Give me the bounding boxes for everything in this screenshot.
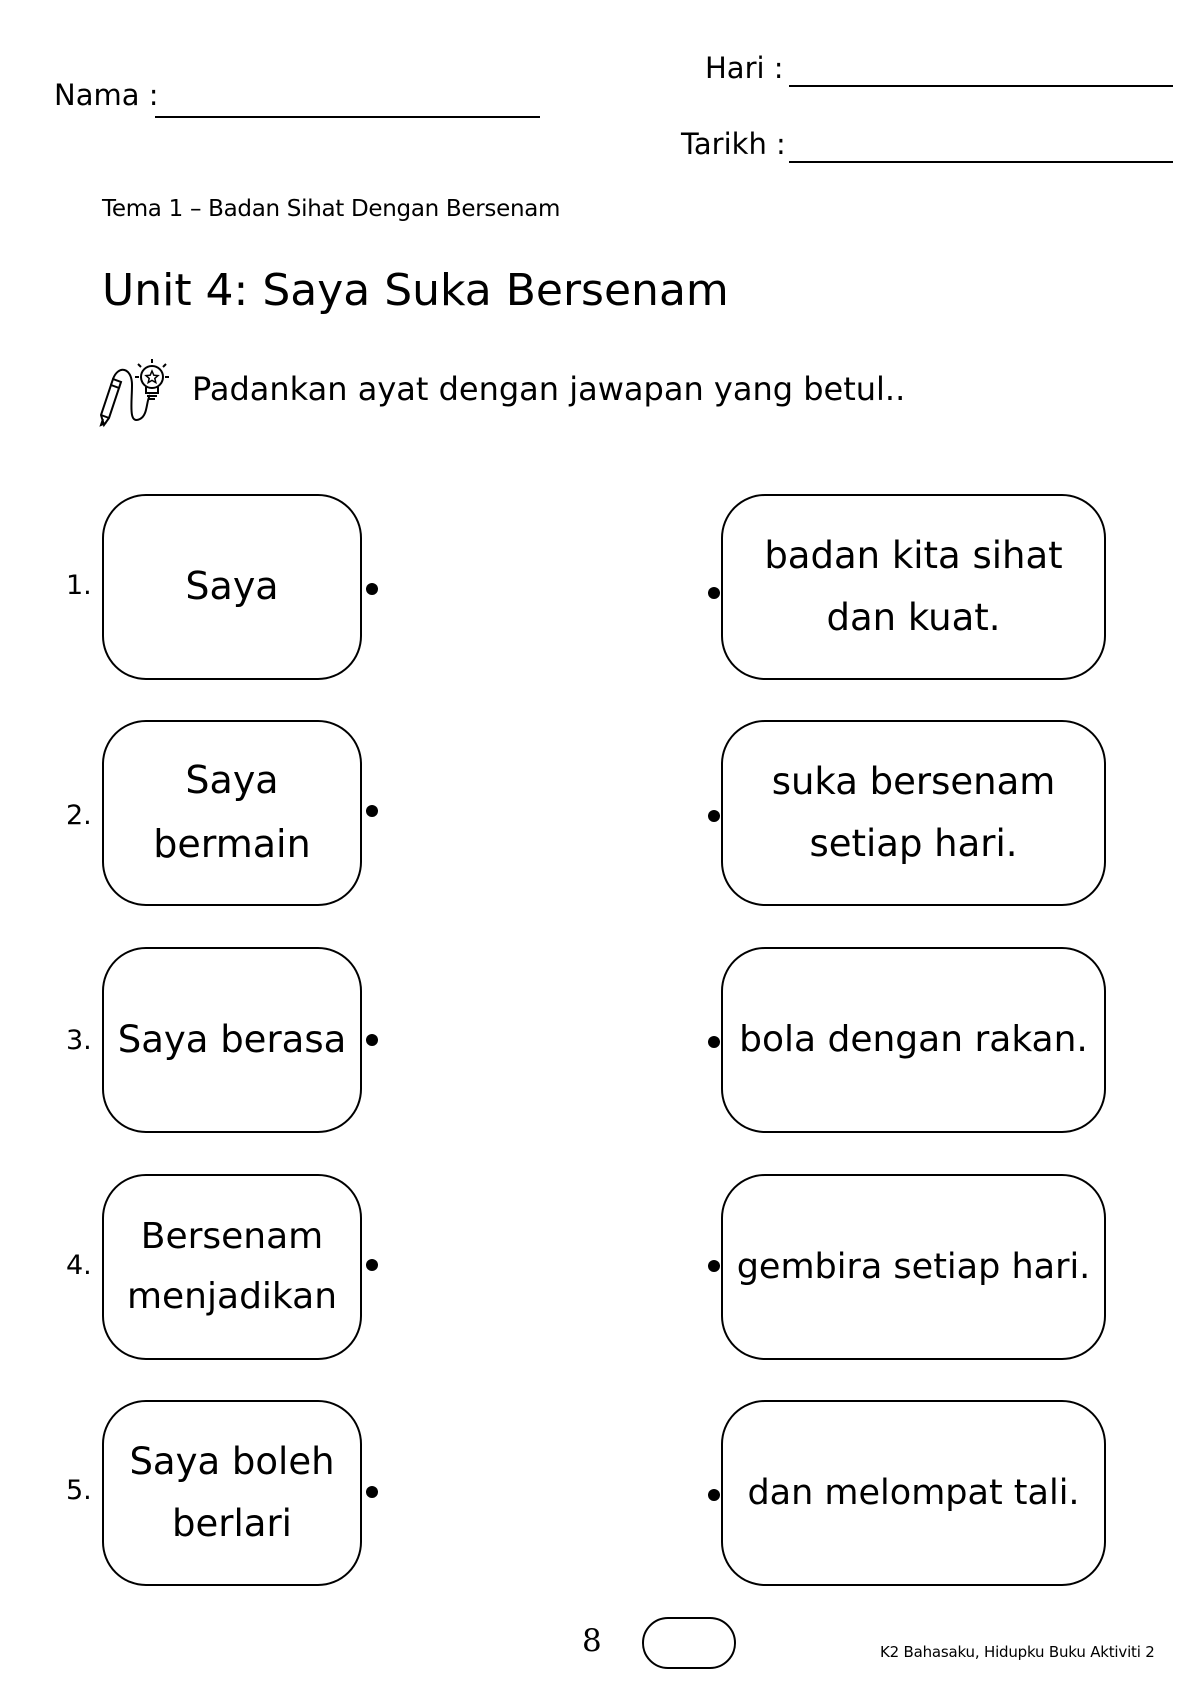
item-number: 3. bbox=[66, 1025, 92, 1056]
left-item-box-5 bbox=[102, 1400, 362, 1586]
left-item-box-4 bbox=[102, 1174, 362, 1360]
left-match-dot-5[interactable] bbox=[366, 1486, 378, 1498]
right-match-dot-1[interactable] bbox=[708, 587, 720, 599]
left-item-box-1 bbox=[102, 494, 362, 680]
right-item-box-4 bbox=[721, 1174, 1106, 1360]
right-match-dot-3[interactable] bbox=[708, 1036, 720, 1048]
date-label: Tarikh : bbox=[681, 127, 786, 161]
left-item-box-2 bbox=[102, 720, 362, 906]
item-number: 2. bbox=[66, 800, 92, 831]
left-match-dot-2[interactable] bbox=[366, 805, 378, 817]
page-oval-box bbox=[642, 1617, 736, 1669]
left-item-text: Saya bbox=[185, 564, 279, 609]
left-item-box-3 bbox=[102, 947, 362, 1133]
left-item-text: Saya bermain bbox=[153, 758, 311, 866]
right-item-text: bola dengan rakan. bbox=[739, 1018, 1088, 1060]
theme-title: Tema 1 – Badan Sihat Dengan Bersenam bbox=[102, 196, 561, 222]
page-number: 8 bbox=[582, 1623, 602, 1659]
footer-book-title: K2 Bahasaku, Hidupku Buku Aktiviti 2 bbox=[880, 1643, 1155, 1661]
date-field-line[interactable] bbox=[789, 161, 1173, 163]
item-number: 1. bbox=[66, 570, 92, 601]
right-item-box-3 bbox=[721, 947, 1106, 1133]
left-item-text: Bersenam menjadikan bbox=[126, 1215, 338, 1317]
name-field-line[interactable] bbox=[155, 116, 540, 118]
right-item-text: gembira setiap hari. bbox=[736, 1246, 1091, 1287]
day-label: Hari : bbox=[705, 51, 784, 85]
right-match-dot-4[interactable] bbox=[708, 1260, 720, 1272]
right-match-dot-5[interactable] bbox=[708, 1489, 720, 1501]
item-number: 4. bbox=[66, 1250, 92, 1281]
pencil-lightbulb-icon bbox=[98, 355, 174, 429]
right-item-box-2 bbox=[721, 720, 1106, 906]
left-match-dot-4[interactable] bbox=[366, 1259, 378, 1271]
right-item-text: badan kita sihat dan kuat. bbox=[764, 533, 1063, 639]
right-match-dot-2[interactable] bbox=[708, 810, 720, 822]
day-field-line[interactable] bbox=[789, 85, 1173, 87]
left-item-text: Saya berasa bbox=[117, 1017, 347, 1061]
unit-title: Unit 4: Saya Suka Bersenam bbox=[102, 265, 729, 316]
right-item-text: dan melompat tali. bbox=[747, 1472, 1080, 1513]
name-label: Nama : bbox=[54, 78, 159, 112]
instruction-text: Padankan ayat dengan jawapan yang betul.. bbox=[192, 370, 906, 408]
left-match-dot-1[interactable] bbox=[366, 583, 378, 595]
right-item-text: suka bersenam setiap hari. bbox=[771, 759, 1056, 865]
left-item-text: Saya boleh berlari bbox=[129, 1439, 335, 1545]
item-number: 5. bbox=[66, 1475, 92, 1506]
right-item-box-1 bbox=[721, 494, 1106, 680]
right-item-box-5 bbox=[721, 1400, 1106, 1586]
left-match-dot-3[interactable] bbox=[366, 1034, 378, 1046]
